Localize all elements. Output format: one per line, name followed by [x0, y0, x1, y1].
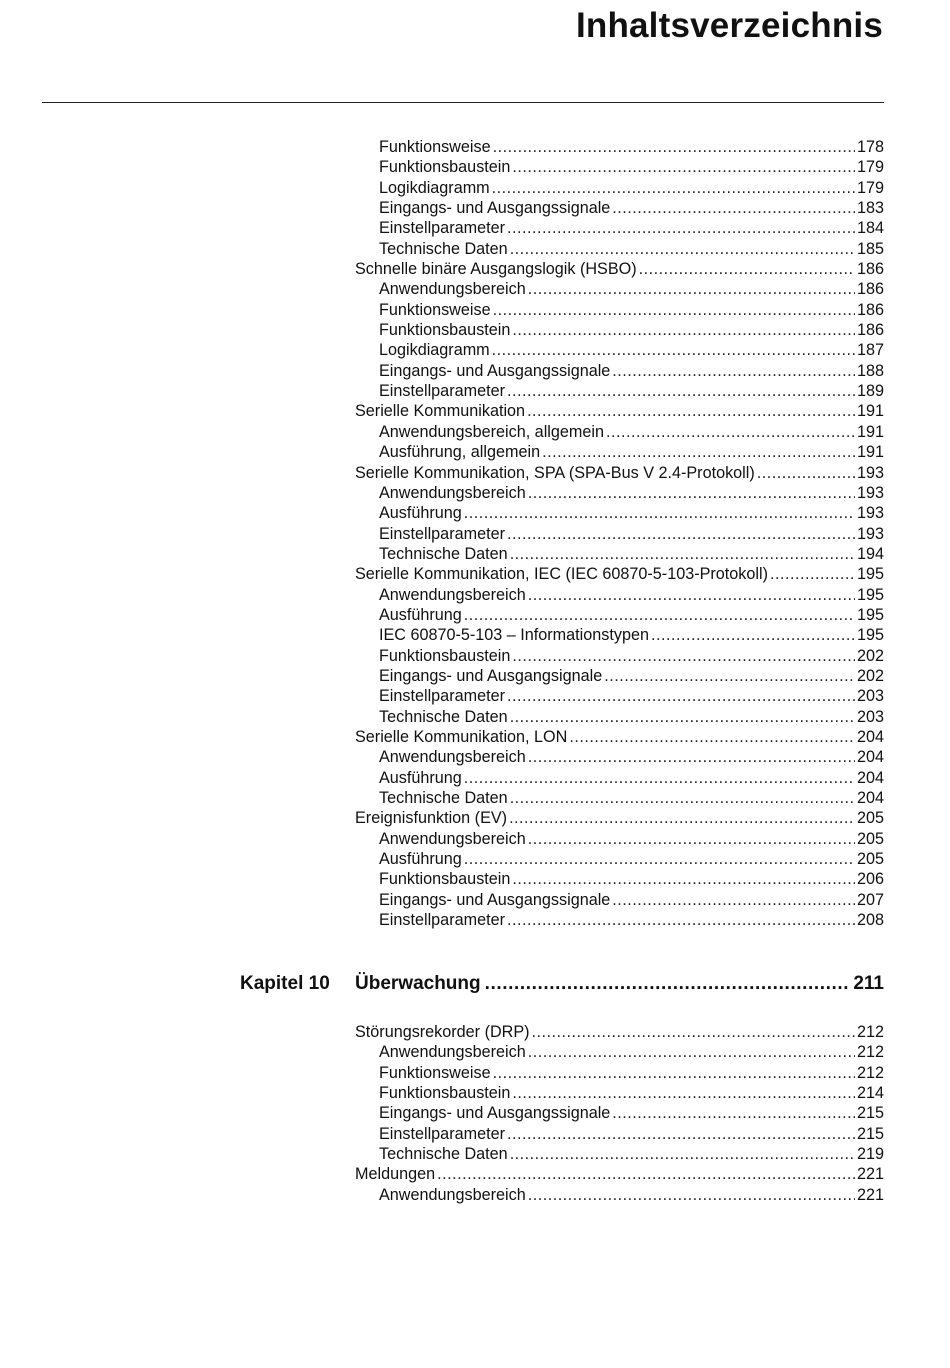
toc-subentry[interactable]	[355, 483, 884, 503]
toc-entry-page-number: 203	[856, 687, 884, 706]
toc-entry-label: Funktionsbaustein	[379, 158, 511, 177]
toc-subentry[interactable]	[355, 646, 884, 666]
dot-leader	[512, 1083, 855, 1103]
dot-leader	[512, 157, 855, 177]
toc-subentry[interactable]	[355, 1185, 884, 1205]
dot-leader	[437, 1164, 855, 1184]
chapter-number: Kapitel 10	[240, 973, 330, 994]
toc-subentry[interactable]	[355, 605, 884, 625]
dot-leader	[492, 178, 855, 198]
dot-leader	[612, 890, 855, 910]
toc-entry[interactable]	[355, 808, 884, 828]
dot-leader	[509, 808, 855, 828]
toc-subentry[interactable]	[355, 1063, 884, 1083]
dot-leader	[512, 320, 855, 340]
toc-subentry[interactable]	[355, 320, 884, 340]
dot-leader	[639, 259, 855, 279]
toc-entry-page-number: 191	[856, 422, 884, 441]
dot-leader	[528, 747, 855, 767]
dot-leader	[464, 503, 855, 523]
toc-entry-page-number: 193	[856, 504, 884, 523]
toc-subentry[interactable]	[355, 340, 884, 360]
toc-entry-label: Anwendungsbereich	[379, 483, 526, 502]
toc-entry-page-number: 204	[856, 748, 884, 767]
toc-subentry[interactable]	[355, 625, 884, 645]
dot-leader	[528, 483, 855, 503]
toc-entry-label: Eingangs- und Ausgangsignale	[379, 666, 603, 685]
dot-leader	[507, 686, 855, 706]
dot-leader	[770, 564, 855, 584]
toc-entry[interactable]	[355, 401, 884, 421]
dot-leader	[464, 849, 855, 869]
toc-section-chapter-10	[355, 1022, 884, 1205]
page-title: Inhaltsverzeichnis	[575, 6, 883, 45]
dot-leader	[507, 910, 855, 930]
toc-subentry[interactable]	[355, 1083, 884, 1103]
dot-leader	[507, 381, 855, 401]
toc-entry-page-number: 215	[856, 1124, 884, 1143]
dot-leader	[528, 1042, 855, 1062]
toc-subentry[interactable]	[355, 890, 884, 910]
dot-leader	[528, 829, 855, 849]
toc-subentry[interactable]	[355, 1103, 884, 1123]
toc-subentry[interactable]	[355, 768, 884, 788]
dot-leader	[612, 1103, 855, 1123]
dot-leader	[528, 585, 855, 605]
toc-entry-page-number: 204	[856, 768, 884, 787]
dot-leader	[507, 218, 855, 238]
toc-entry-page-number: 179	[856, 178, 884, 197]
toc-entry-label: Schnelle binäre Ausgangslogik (HSBO)	[355, 260, 637, 279]
toc-entry-label: Funktionsbaustein	[379, 1084, 511, 1103]
toc-entry-label: Eingangs- und Ausgangssignale	[379, 199, 611, 218]
toc-entry-label: Funktionsbaustein	[379, 870, 511, 889]
dot-leader	[528, 1185, 855, 1205]
dot-leader	[569, 727, 855, 747]
toc-entry-page-number: 212	[856, 1043, 884, 1062]
toc-entry-label: Technische Daten	[379, 239, 508, 258]
dot-leader	[464, 768, 855, 788]
toc-entry-label: Funktionsweise	[379, 300, 491, 319]
toc-entry-page-number: 193	[856, 463, 884, 482]
toc-entry-label: Serielle Kommunikation	[355, 402, 526, 421]
toc-entry-label: Anwendungsbereich	[379, 829, 526, 848]
toc-section-continued	[355, 137, 884, 930]
toc-subentry[interactable]	[355, 707, 884, 727]
toc-subentry[interactable]	[355, 361, 884, 381]
dot-leader	[612, 198, 855, 218]
toc-entry-label: Funktionsweise	[379, 138, 491, 156]
toc-entry-page-number: 188	[856, 361, 884, 380]
toc-entry-label: Anwendungsbereich	[379, 585, 526, 604]
toc-entry-page-number: 204	[856, 789, 884, 807]
toc-entry-label: Serielle Kommunikation, SPA (SPA-Bus V 2.4-Protokoll)	[355, 463, 755, 482]
toc-entry-page-number: 205	[856, 850, 884, 869]
dot-leader	[612, 361, 855, 381]
dot-leader	[528, 279, 855, 299]
toc-entry[interactable]	[355, 564, 884, 584]
toc-entry[interactable]	[355, 1164, 884, 1184]
dot-leader	[510, 1144, 855, 1164]
toc-entry-page-number: 203	[856, 707, 884, 726]
toc-entry-page-number: 221	[856, 1185, 884, 1204]
toc-subentry[interactable]	[355, 1042, 884, 1062]
toc-subentry[interactable]	[355, 747, 884, 767]
toc-subentry[interactable]	[355, 503, 884, 523]
toc-entry-page-number: 221	[856, 1165, 884, 1184]
dot-leader	[512, 646, 855, 666]
toc-entry-label: Anwendungsbereich	[379, 280, 526, 299]
toc-subentry[interactable]	[355, 218, 884, 238]
toc-entry[interactable]	[355, 1022, 884, 1042]
toc-entry-label: Anwendungsbereich, allgemein	[379, 422, 604, 441]
toc-entry-label: Eingangs- und Ausgangssignale	[379, 361, 611, 380]
toc-entry-label: Logikdiagramm	[379, 178, 490, 197]
toc-entry-label: Funktionsbaustein	[379, 646, 511, 665]
toc-entry-label: Technische Daten	[379, 544, 508, 563]
chapter-page-number: 211	[853, 973, 884, 994]
toc-entry-page-number: 187	[856, 341, 884, 360]
dot-leader	[493, 137, 855, 157]
chapter-heading[interactable]	[240, 970, 884, 998]
toc-entry-label: Einstellparameter	[379, 687, 505, 706]
toc-entry-page-number: 195	[856, 605, 884, 624]
toc-entry-label: Eingangs- und Ausgangssignale	[379, 1104, 611, 1123]
toc-subentry[interactable]	[355, 869, 884, 889]
toc-entry-page-number: 202	[856, 666, 884, 685]
dot-leader	[493, 300, 855, 320]
toc-entry-label: Funktionsbaustein	[379, 321, 511, 340]
toc-entry-label: Technische Daten	[379, 1145, 508, 1164]
toc-entry-label: Einstellparameter	[379, 911, 505, 930]
toc-entry-page-number: 179	[856, 158, 884, 177]
dot-leader	[542, 442, 855, 462]
dot-leader	[510, 788, 855, 808]
toc-subentry[interactable]	[355, 585, 884, 605]
toc-entry-label: Anwendungsbereich	[379, 1185, 526, 1204]
toc-entry-page-number: 214	[856, 1084, 884, 1103]
toc-entry-page-number: 193	[856, 524, 884, 543]
toc-entry-label: Ereignisfunktion (EV)	[355, 809, 508, 828]
dot-leader	[757, 463, 855, 483]
toc-subentry[interactable]	[355, 178, 884, 198]
toc-entry-label: Serielle Kommunikation, IEC (IEC 60870-5-103-Protokoll)	[355, 565, 768, 584]
toc-entry-page-number: 178	[856, 138, 884, 156]
dot-leader	[507, 524, 855, 544]
toc-entry-page-number: 215	[856, 1104, 884, 1123]
toc-entry-label: Einstellparameter	[379, 219, 505, 238]
toc-subentry[interactable]	[355, 849, 884, 869]
toc-entry-page-number: 212	[856, 1023, 884, 1041]
toc-entry-page-number: 186	[856, 260, 884, 279]
toc-entry-label: Serielle Kommunikation, LON	[355, 727, 568, 746]
dot-leader	[527, 401, 855, 421]
toc-entry-label: Logikdiagramm	[379, 341, 490, 360]
toc-entry-page-number: 202	[856, 646, 884, 665]
dot-leader	[606, 422, 855, 442]
toc-entry-page-number: 195	[856, 565, 884, 584]
toc-entry-label: Anwendungsbereich	[379, 1043, 526, 1062]
toc-subentry[interactable]	[355, 1124, 884, 1144]
toc-subentry[interactable]	[355, 524, 884, 544]
toc-entry-page-number: 194	[856, 544, 884, 563]
toc-entry-page-number: 195	[856, 626, 884, 645]
toc-entry-label: Ausführung	[379, 768, 462, 787]
toc-entry-page-number: 191	[856, 402, 884, 421]
header-divider	[42, 102, 884, 103]
toc-entry-label: Technische Daten	[379, 707, 508, 726]
toc-entry-page-number: 219	[856, 1145, 884, 1164]
toc-entry-page-number: 207	[856, 890, 884, 909]
toc-entry[interactable]	[355, 463, 884, 483]
toc-entry-page-number: 208	[856, 911, 884, 930]
toc-entry-label: Funktionsweise	[379, 1063, 491, 1082]
toc-entry-label: Ausführung, allgemein	[379, 443, 541, 462]
toc-entry-page-number: 183	[856, 199, 884, 218]
toc-entry-page-number: 212	[856, 1063, 884, 1082]
dot-leader	[510, 239, 855, 259]
toc-entry-page-number: 186	[856, 280, 884, 299]
dot-leader	[651, 625, 855, 645]
toc-subentry[interactable]	[355, 239, 884, 259]
toc-subentry[interactable]	[355, 686, 884, 706]
toc-subentry[interactable]	[355, 198, 884, 218]
toc-entry-label: IEC 60870-5-103 – Informationstypen	[379, 626, 649, 645]
toc-subentry[interactable]	[355, 381, 884, 401]
dot-leader	[512, 869, 855, 889]
toc-subentry[interactable]	[355, 666, 884, 686]
toc-entry-label: Ausführung	[379, 605, 462, 624]
chapter-title: Überwachung	[355, 973, 481, 994]
toc-subentry[interactable]	[355, 157, 884, 177]
toc-entry-page-number: 195	[856, 585, 884, 604]
toc-subentry[interactable]	[355, 300, 884, 320]
dot-leader	[507, 1124, 855, 1144]
toc-entry-label: Einstellparameter	[379, 524, 505, 543]
dot-leader	[492, 340, 855, 360]
dot-leader	[510, 707, 855, 727]
toc-entry-page-number: 204	[856, 727, 884, 746]
toc-entry-label: Einstellparameter	[379, 1124, 505, 1143]
toc-entry-label: Technische Daten	[379, 789, 508, 807]
toc-subentry[interactable]	[355, 442, 884, 462]
dot-leader	[532, 1022, 855, 1042]
toc-entry[interactable]	[355, 727, 884, 747]
toc-entry-page-number: 189	[856, 382, 884, 401]
toc-entry-page-number: 206	[856, 870, 884, 889]
toc-entry[interactable]	[355, 259, 884, 279]
toc-entry-page-number: 185	[856, 239, 884, 258]
toc-subentry[interactable]	[355, 788, 884, 808]
toc-subentry[interactable]	[355, 1144, 884, 1164]
toc-entry-label: Störungsrekorder (DRP)	[355, 1023, 530, 1041]
toc-entry-page-number: 193	[856, 483, 884, 502]
toc-subentry[interactable]	[355, 422, 884, 442]
toc-entry-page-number: 186	[856, 321, 884, 340]
toc-subentry[interactable]	[355, 910, 884, 930]
toc-entry-label: Meldungen	[355, 1165, 436, 1184]
toc-entry-label: Anwendungsbereich	[379, 748, 526, 767]
dot-leader	[493, 1063, 855, 1083]
toc-subentry[interactable]	[355, 279, 884, 299]
dot-leader	[464, 605, 855, 625]
toc-subentry[interactable]	[355, 137, 884, 157]
toc-entry-page-number: 205	[856, 829, 884, 848]
toc-subentry[interactable]	[355, 829, 884, 849]
toc-entry-label: Ausführung	[379, 850, 462, 869]
toc-entry-page-number: 191	[856, 443, 884, 462]
toc-entry-page-number: 205	[856, 809, 884, 828]
toc-entry-label: Ausführung	[379, 504, 462, 523]
toc-entry-label: Eingangs- und Ausgangssignale	[379, 890, 611, 909]
toc-entry-label: Einstellparameter	[379, 382, 505, 401]
dot-leader	[510, 544, 855, 564]
toc-entry-page-number: 186	[856, 300, 884, 319]
toc-subentry[interactable]	[355, 544, 884, 564]
toc-entry-page-number: 184	[856, 219, 884, 238]
dot-leader	[485, 970, 850, 998]
dot-leader	[604, 666, 855, 686]
